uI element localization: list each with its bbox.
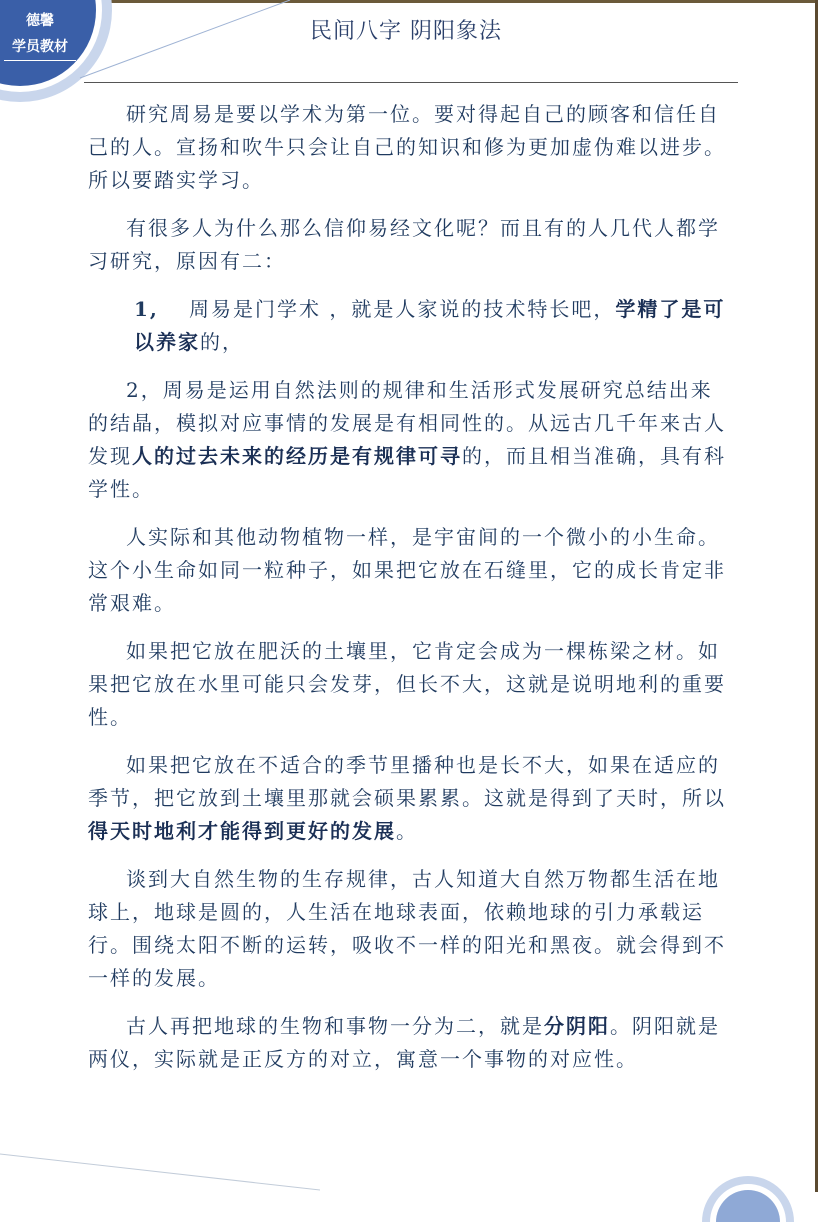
paragraph-7 bbox=[88, 749, 730, 848]
body-text bbox=[88, 98, 730, 1091]
paragraph-9-bold: 分阴阳 bbox=[544, 1014, 610, 1038]
list-item-1-text: 周易是门学术 ，就是人家说的技术特长吧， bbox=[189, 297, 616, 321]
badge-line-2: 学员教材 bbox=[12, 39, 68, 55]
paragraph-5: 人实际和其他动物植物一样，是宇宙间的一个微小的小生命。这个小生命如同一粒种子，如果把它放在石缝里，它的成长肯定非常艰难。 bbox=[88, 525, 726, 615]
paragraph-6: 如果把它放在肥沃的土壤里，它肯定会成为一棵栋梁之材。如果把它放在水里可能只会发芽，但长不大，这就是说明地利的重要性。 bbox=[88, 639, 726, 729]
bottom-line bbox=[0, 1154, 320, 1190]
paragraph-4-text-a: 2，周易是运用自然法则的规律和生活形式发展研究总结出来的结晶，模拟对应事情的发展是有相同性的。从远古几千年来古人发现 bbox=[88, 378, 726, 468]
badge-line-1: 德馨 bbox=[26, 13, 54, 29]
header-divider bbox=[84, 82, 738, 83]
paragraph-9-text-b: 。阴阳就是两仪，实际就是正反方的对立，寓意一个事物的对应性。 bbox=[88, 1014, 720, 1071]
bottom-corner-decoration bbox=[698, 1152, 798, 1222]
paragraph-7-bold: 得天时地利才能得到更好的发展 bbox=[88, 819, 396, 843]
paragraph-2: 有很多人为什么那么信仰易经文化呢？而且有的人几代人都学习研究，原因有二： bbox=[88, 216, 720, 273]
course-badge bbox=[0, 8, 80, 61]
list-number-1: 1, bbox=[134, 297, 159, 321]
page-title: 民间八字 阴阳象法 bbox=[310, 19, 502, 44]
paragraph-4 bbox=[88, 374, 730, 506]
paragraph-1: 研究周易是要以学术为第一位。要对得起自己的顾客和信任自己的人。宣扬和吹牛只会让自己的知识和修为更加虚伪难以进步。所以要踏实学习。 bbox=[88, 102, 726, 192]
paragraph-4-bold: 人的过去未来的经历是有规律可寻 bbox=[132, 444, 462, 468]
badge-separator bbox=[4, 60, 76, 61]
paragraph-9 bbox=[88, 1010, 730, 1076]
paragraph-7-text-a: 如果把它放在不适合的季节里播种也是长不大，如果在适应的季节，把它放到土壤里那就会硕果累累。这就是得到了天时，所以 bbox=[88, 753, 726, 810]
paragraph-9-text-a: 古人再把地球的生物和事物一分为二，就是 bbox=[126, 1014, 544, 1038]
paragraph-8: 谈到大自然生物的生存规律，古人知道大自然万物都生活在地球上，地球是圆的，人生活在地球表面，依赖地球的引力承载运行。围绕太阳不断的运转，吸收不一样的阳光和黑夜。就会得到不一样的发展。 bbox=[88, 867, 726, 990]
paragraph-7-text-b: 。 bbox=[396, 819, 418, 843]
bottom-line-decoration bbox=[0, 1152, 320, 1192]
list-item-1-tail: 的， bbox=[200, 330, 244, 354]
list-item-1-bold: 学精了是可以养家 bbox=[134, 297, 726, 354]
paragraph-4-text-b: 的，而且相当准确，具有科学性。 bbox=[88, 444, 726, 501]
list-item-1 bbox=[88, 293, 730, 359]
